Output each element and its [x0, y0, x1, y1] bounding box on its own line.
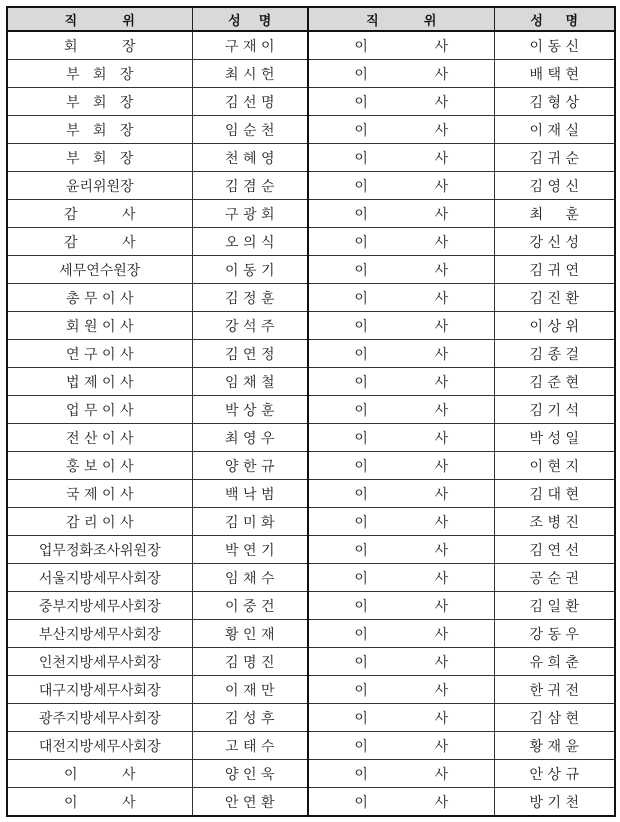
cell-name-left: 박 상 훈 — [192, 396, 308, 424]
cell-position-left: 감 사 — [7, 228, 192, 256]
cell-name-left: 김 성 후 — [192, 704, 308, 732]
cell-name-left: 이 동 기 — [192, 256, 308, 284]
cell-position-right: 이 사 — [308, 648, 494, 676]
cell-name-left: 임 채 철 — [192, 368, 308, 396]
cell-position-right: 이 사 — [308, 676, 494, 704]
cell-position-left: 광주지방세무사회장 — [7, 704, 192, 732]
table-header — [7, 7, 615, 31]
table-row — [7, 396, 615, 424]
cell-position-right: 이 사 — [308, 396, 494, 424]
table-row — [7, 452, 615, 480]
cell-name-left: 김 미 화 — [192, 508, 308, 536]
cell-position-right: 이 사 — [308, 536, 494, 564]
cell-name-right: 이 재 실 — [494, 116, 615, 144]
cell-name-left: 구 재 이 — [192, 31, 308, 60]
cell-name-left: 양 인 욱 — [192, 760, 308, 788]
table-row — [7, 60, 615, 88]
cell-position-left: 인천지방세무사회장 — [7, 648, 192, 676]
cell-position-right: 이 사 — [308, 564, 494, 592]
cell-name-right: 김 영 신 — [494, 172, 615, 200]
cell-position-right: 이 사 — [308, 788, 494, 817]
cell-position-right: 이 사 — [308, 60, 494, 88]
table-row — [7, 284, 615, 312]
cell-name-left: 이 재 만 — [192, 676, 308, 704]
cell-name-left: 황 인 재 — [192, 620, 308, 648]
cell-position-left: 윤리위원장 — [7, 172, 192, 200]
cell-position-left: 대구지방세무사회장 — [7, 676, 192, 704]
cell-name-right: 최 훈 — [494, 200, 615, 228]
cell-name-right: 황 재 윤 — [494, 732, 615, 760]
cell-position-left: 이 사 — [7, 760, 192, 788]
table-row — [7, 592, 615, 620]
cell-name-right: 김 연 선 — [494, 536, 615, 564]
cell-position-left: 부산지방세무사회장 — [7, 620, 192, 648]
cell-name-right: 강 신 성 — [494, 228, 615, 256]
header-name-1: 성 명 — [192, 7, 308, 31]
table-row — [7, 732, 615, 760]
roster-table-container — [6, 6, 614, 817]
cell-position-right: 이 사 — [308, 284, 494, 312]
cell-position-left: 부 회 장 — [7, 88, 192, 116]
cell-name-right: 김 형 상 — [494, 88, 615, 116]
table-row — [7, 256, 615, 284]
table-row — [7, 788, 615, 817]
cell-position-right: 이 사 — [308, 172, 494, 200]
table-row — [7, 144, 615, 172]
cell-position-left: 부 회 장 — [7, 116, 192, 144]
cell-name-right: 김 종 걸 — [494, 340, 615, 368]
cell-name-left: 양 한 규 — [192, 452, 308, 480]
cell-name-right: 이 동 신 — [494, 31, 615, 60]
cell-position-left: 연 구 이 사 — [7, 340, 192, 368]
cell-position-left: 부 회 장 — [7, 60, 192, 88]
table-row — [7, 228, 615, 256]
cell-position-right: 이 사 — [308, 88, 494, 116]
table-row — [7, 31, 615, 60]
cell-name-left: 이 중 건 — [192, 592, 308, 620]
table-row — [7, 172, 615, 200]
cell-name-left: 오 의 식 — [192, 228, 308, 256]
officer-roster-table — [6, 6, 616, 817]
table-row — [7, 676, 615, 704]
cell-name-right: 김 일 환 — [494, 592, 615, 620]
cell-name-left: 김 정 훈 — [192, 284, 308, 312]
cell-position-left: 회 장 — [7, 31, 192, 60]
cell-name-left: 고 태 수 — [192, 732, 308, 760]
table-row — [7, 508, 615, 536]
cell-name-right: 이 상 위 — [494, 312, 615, 340]
cell-position-left: 국 제 이 사 — [7, 480, 192, 508]
table-row — [7, 480, 615, 508]
cell-position-left: 감 사 — [7, 200, 192, 228]
cell-position-left: 세무연수원장 — [7, 256, 192, 284]
table-row — [7, 116, 615, 144]
cell-position-right: 이 사 — [308, 732, 494, 760]
cell-position-right: 이 사 — [308, 312, 494, 340]
cell-position-left: 중부지방세무사회장 — [7, 592, 192, 620]
cell-name-right: 김 진 환 — [494, 284, 615, 312]
cell-position-right: 이 사 — [308, 508, 494, 536]
cell-position-right: 이 사 — [308, 760, 494, 788]
cell-name-right: 공 순 권 — [494, 564, 615, 592]
cell-position-left: 업무정화조사위원장 — [7, 536, 192, 564]
cell-position-right: 이 사 — [308, 31, 494, 60]
cell-name-left: 박 연 기 — [192, 536, 308, 564]
table-row — [7, 536, 615, 564]
cell-name-left: 김 명 진 — [192, 648, 308, 676]
cell-position-right: 이 사 — [308, 368, 494, 396]
cell-position-right: 이 사 — [308, 228, 494, 256]
cell-position-left: 대전지방세무사회장 — [7, 732, 192, 760]
cell-position-right: 이 사 — [308, 480, 494, 508]
cell-position-right: 이 사 — [308, 340, 494, 368]
cell-name-left: 최 시 헌 — [192, 60, 308, 88]
header-position-2: 직 위 — [308, 7, 494, 31]
table-row — [7, 88, 615, 116]
cell-name-right: 배 택 현 — [494, 60, 615, 88]
cell-name-right: 조 병 진 — [494, 508, 615, 536]
cell-name-right: 김 대 현 — [494, 480, 615, 508]
cell-position-right: 이 사 — [308, 200, 494, 228]
table-row — [7, 312, 615, 340]
table-row — [7, 200, 615, 228]
cell-position-right: 이 사 — [308, 144, 494, 172]
cell-name-left: 백 낙 범 — [192, 480, 308, 508]
cell-name-right: 이 현 지 — [494, 452, 615, 480]
cell-position-left: 법 제 이 사 — [7, 368, 192, 396]
cell-position-left: 회 원 이 사 — [7, 312, 192, 340]
cell-name-right: 김 귀 연 — [494, 256, 615, 284]
cell-name-left: 임 채 수 — [192, 564, 308, 592]
cell-position-right: 이 사 — [308, 256, 494, 284]
table-row — [7, 620, 615, 648]
header-position-1: 직 위 — [7, 7, 192, 31]
cell-name-left: 임 순 천 — [192, 116, 308, 144]
cell-name-right: 김 기 석 — [494, 396, 615, 424]
table-row — [7, 648, 615, 676]
cell-position-right: 이 사 — [308, 620, 494, 648]
table-row — [7, 704, 615, 732]
cell-name-left: 최 영 우 — [192, 424, 308, 452]
cell-position-left: 서울지방세무사회장 — [7, 564, 192, 592]
cell-position-right: 이 사 — [308, 592, 494, 620]
cell-name-right: 김 귀 순 — [494, 144, 615, 172]
cell-name-right: 안 상 규 — [494, 760, 615, 788]
cell-name-right: 유 희 춘 — [494, 648, 615, 676]
cell-name-left: 김 연 정 — [192, 340, 308, 368]
cell-position-left: 업 무 이 사 — [7, 396, 192, 424]
header-row — [7, 7, 615, 31]
cell-name-right: 김 삼 현 — [494, 704, 615, 732]
cell-position-left: 부 회 장 — [7, 144, 192, 172]
cell-name-left: 강 석 주 — [192, 312, 308, 340]
table-row — [7, 760, 615, 788]
cell-position-left: 총 무 이 사 — [7, 284, 192, 312]
cell-position-left: 전 산 이 사 — [7, 424, 192, 452]
cell-position-right: 이 사 — [308, 704, 494, 732]
cell-name-right: 방 기 천 — [494, 788, 615, 817]
cell-position-left: 이 사 — [7, 788, 192, 817]
cell-name-right: 강 동 우 — [494, 620, 615, 648]
cell-name-left: 김 겸 순 — [192, 172, 308, 200]
cell-position-left: 홍 보 이 사 — [7, 452, 192, 480]
table-row — [7, 368, 615, 396]
cell-name-right: 김 준 현 — [494, 368, 615, 396]
table-row — [7, 564, 615, 592]
cell-name-right: 한 귀 전 — [494, 676, 615, 704]
cell-position-right: 이 사 — [308, 116, 494, 144]
table-body — [7, 31, 615, 816]
header-name-2: 성 명 — [494, 7, 615, 31]
cell-position-right: 이 사 — [308, 452, 494, 480]
table-row — [7, 424, 615, 452]
cell-name-left: 천 혜 영 — [192, 144, 308, 172]
cell-position-right: 이 사 — [308, 424, 494, 452]
cell-name-left: 김 선 명 — [192, 88, 308, 116]
cell-name-left: 구 광 회 — [192, 200, 308, 228]
cell-position-left: 감 리 이 사 — [7, 508, 192, 536]
cell-name-left: 안 연 환 — [192, 788, 308, 817]
cell-name-right: 박 성 일 — [494, 424, 615, 452]
table-row — [7, 340, 615, 368]
